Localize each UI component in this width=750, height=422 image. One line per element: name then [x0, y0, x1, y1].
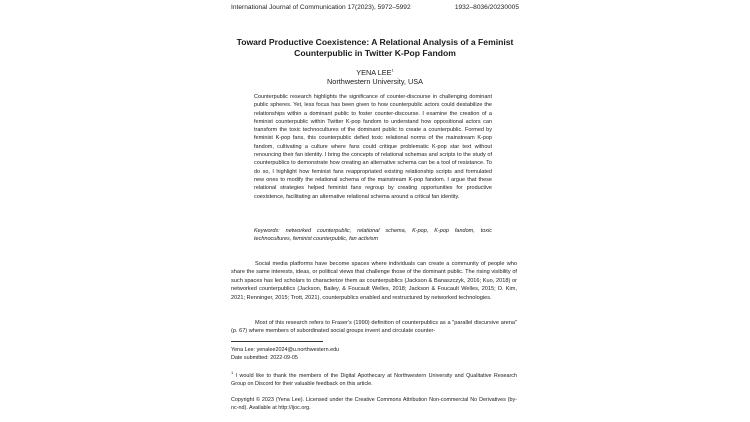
article-title: Toward Productive Coexistence: A Relational Analysis of a Feminist Counterpublic in Twitter K-Pop Fandom	[236, 37, 514, 58]
keywords	[254, 227, 492, 244]
footnote-divider	[231, 341, 323, 342]
body-paragraph-1: Social media platforms have become spaces where individuals can create a community of people who share the same interests, ideas, or political views that challenge those of the dominant public. The rising visibility of such spaces has led scholars to characterize them as counterpublics (Jackson & Banaszczyk, 2016; Kuo, 2018) or networked counterpublics (Jackson, Bailey, & Foucault Welles, 2018; Jackson & Foucault Welles, 2015; D. Kim, 2021; Renninger, 2015; Trott, 2021), counterpublics enabled and restructured by networked technologies.	[231, 261, 517, 301]
author-email: Yena Lee: yenalee2024@u.northwestern.edu	[231, 347, 340, 353]
body-paragraph-2: Most of this research refers to Fraser's (1990) definition of counterpublics as a "parallel discursive arena" (p. 67) where members of subordinated social groups invent and circulate counter-	[231, 320, 517, 335]
acknowledgement-footnote	[231, 372, 517, 388]
footnote-marker: 1	[231, 370, 234, 376]
keywords-label: Keywords:	[254, 228, 280, 234]
running-header-issn: 1932–8036/20230005	[454, 4, 519, 11]
abstract: Counterpublic research highlights the significance of counter-discourse in challenging dominant public spheres. Yet, less focus has been given to how counterpublic actors could destabilize the relationships within a dominant public to foster counter-discourse. I examine the creation of a feminist counterpublic within Twitter K-pop fandom to understand how oppositional actors can transform the toxic technocultures of the dominant public to create a counterpublic. Formed by feminist K-pop fans, this counterpublic defied toxic relational norms of the mainstream K-pop fandom, cultivating a culture where fans could critique problematic K-pop star text without renouncing their fan identity. I bring the concepts of relational schemas and scripts to the study of counterpublics to demonstrate how creating an alternative schema can be a tool of resistance. To do so, I highlight how feminist fans reappropriated existing relationship scripts and formulated new ones to modify the relational schema of the mainstream K-pop fandom. I argue that these relational strategies helped feminist fans regroup by creating opportunities for productive coexistence, facilitating an alternative relational schema around a critical fan identity.	[254, 94, 492, 200]
date-submitted: Date submitted: 2022-09-05	[231, 355, 298, 361]
author-affiliation: Northwestern University, USA	[327, 77, 423, 86]
copyright-notice: Copyright © 2023 (Yena Lee). Licensed under the Creative Commons Attribution Non-commercial No Derivatives (by-nc-nd). Available at http://ijoc.org.	[231, 397, 517, 412]
author-name: YENA LEE	[356, 68, 392, 77]
running-header-journal: International Journal of Communication 17(2023), 5972–5992	[231, 4, 411, 11]
author-line	[231, 68, 519, 77]
keywords-list: networked counterpublic, relational schema, K-pop, K-pop fandom, toxic technocultures, feminist counterpublic, fan activism	[254, 228, 493, 243]
author-footnote-marker[interactable]: 1	[391, 67, 394, 73]
acknowledgement-text: I would like to thank the members of the Digital Apothecary at Northwestern University and Qualitative Research Group on Discord for their valuable feedback on this article.	[231, 373, 518, 388]
